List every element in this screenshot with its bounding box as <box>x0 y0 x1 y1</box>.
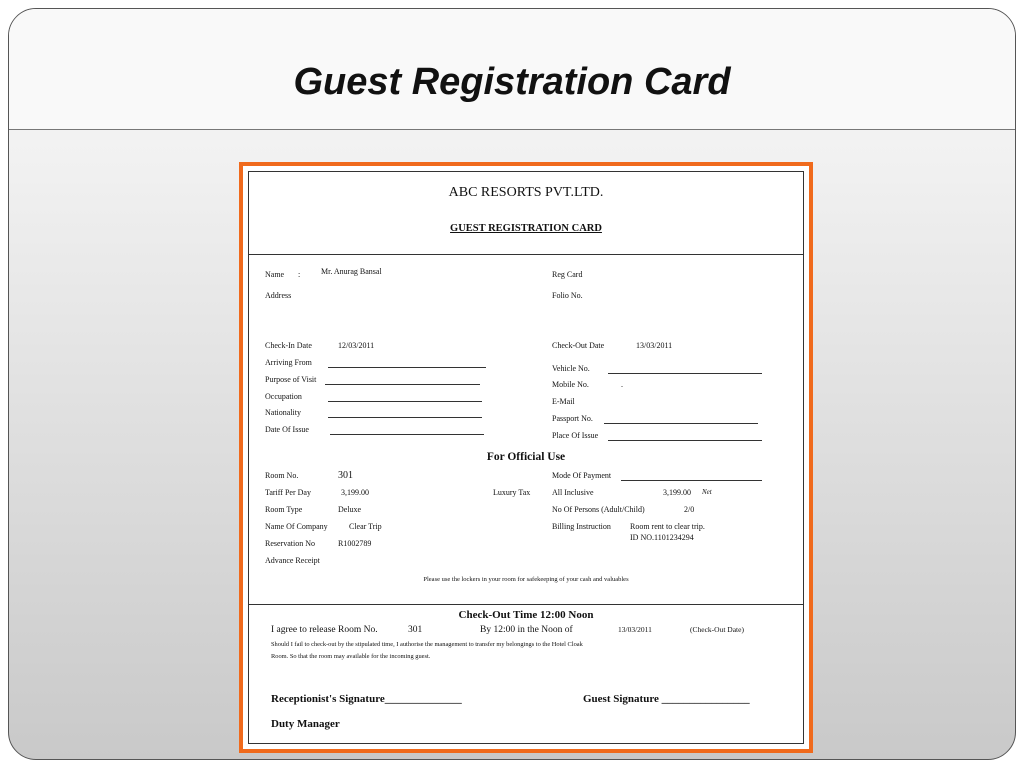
checkout-date-value: 13/03/2011 <box>636 341 673 350</box>
room-no-label: Room No. <box>265 471 299 480</box>
guest-registration-card <box>248 171 804 744</box>
name-label: Name <box>265 270 285 279</box>
checkout-date-label: Check-Out Date <box>552 341 605 350</box>
slide <box>8 8 1016 760</box>
duty-manager: Duty Manager <box>271 718 340 730</box>
card-title: GUEST REGISTRATION CARD <box>450 223 602 234</box>
guest-details-section <box>249 255 803 605</box>
agree-room: 301 <box>408 625 423 635</box>
agree-text: I agree to release Room No. <box>271 625 378 635</box>
vehicle-line <box>608 373 762 374</box>
reg-card-label: Reg Card <box>552 270 583 279</box>
billing-value-2: ID NO.1101234294 <box>630 533 694 542</box>
occupation-line <box>328 401 482 402</box>
name-value: Mr. Anurag Bansal <box>321 267 382 276</box>
tariff-label: Tariff Per Day <box>265 488 311 497</box>
nationality-line <box>328 417 482 418</box>
place-of-issue-line <box>608 440 762 441</box>
mobile-label: Mobile No. <box>552 380 589 389</box>
receptionist-signature: Receptionist's Signature______________ <box>271 693 462 705</box>
occupation-label: Occupation <box>265 392 302 401</box>
reservation-label: Reservation No <box>265 539 315 548</box>
advance-receipt-label: Advance Receipt <box>265 556 320 565</box>
company-label: Name Of Company <box>265 522 328 531</box>
luxury-tax-label: Luxury Tax <box>493 488 531 497</box>
locker-note: Please use the lockers in your room for safekeeping of your cash and valuables <box>423 576 629 583</box>
billing-value-1: Room rent to clear trip. <box>630 522 705 531</box>
place-of-issue-label: Place Of Issue <box>552 431 599 440</box>
nationality-label: Nationality <box>265 408 301 417</box>
registration-card-image <box>239 162 813 753</box>
passport-label: Passport No. <box>552 414 593 423</box>
agree-date: 13/03/2011 <box>618 625 652 634</box>
company-name: ABC RESORTS PVT.LTD. <box>448 185 604 200</box>
agree-by-text: By 12:00 in the Noon of <box>480 625 573 635</box>
all-inclusive-suffix: Net <box>702 488 712 496</box>
passport-line <box>604 423 758 424</box>
transfer-notice-line-2: Room. So that the room may available for the incoming guest. <box>271 653 431 660</box>
mobile-separator: . <box>621 380 623 389</box>
slide-title: Guest Registration Card <box>293 61 731 103</box>
reservation-value: R1002789 <box>338 539 372 548</box>
all-inclusive-value: 3,199.00 <box>663 488 691 497</box>
date-of-issue-label: Date Of Issue <box>265 425 309 434</box>
company-value: Clear Trip <box>349 522 382 531</box>
tariff-value: 3,199.00 <box>341 488 369 497</box>
arriving-from-label: Arriving From <box>265 358 312 367</box>
persons-value: 2/0 <box>684 505 695 514</box>
folio-label: Folio No. <box>552 291 583 300</box>
room-type-value: Deluxe <box>338 505 362 514</box>
address-label: Address <box>265 291 292 300</box>
checkout-section <box>249 605 803 743</box>
arriving-from-line <box>328 367 486 368</box>
vehicle-label: Vehicle No. <box>552 364 590 373</box>
billing-label: Billing Instruction <box>552 522 611 531</box>
purpose-label: Purpose of Visit <box>265 375 317 384</box>
checkout-heading: Check-Out Time 12:00 Noon <box>458 609 594 621</box>
guest-signature: Guest Signature ________________ <box>583 693 750 705</box>
mode-of-payment-label: Mode Of Payment <box>552 471 612 480</box>
date-of-issue-line <box>330 434 484 435</box>
checkin-label: Check-In Date <box>265 341 312 350</box>
transfer-notice-line-1: Should I fail to check-out by the stipulated time, I authorise the management to transfer my belongings to the Hotel Cloak <box>271 641 583 648</box>
email-label: E-Mail <box>552 397 575 406</box>
mode-of-payment-line <box>621 480 762 481</box>
official-use-heading: For Official Use <box>486 451 566 463</box>
slide-header <box>9 9 1015 130</box>
room-type-label: Room Type <box>265 505 303 514</box>
agree-date-note: (Check-Out Date) <box>690 625 744 634</box>
room-no-value: 301 <box>338 470 353 481</box>
name-separator: : <box>298 270 301 279</box>
card-header <box>249 172 803 255</box>
checkin-value: 12/03/2011 <box>338 341 375 350</box>
persons-label: No Of Persons (Adult/Child) <box>552 505 645 514</box>
purpose-line <box>325 384 480 385</box>
all-inclusive-label: All Inclusive <box>552 488 594 497</box>
